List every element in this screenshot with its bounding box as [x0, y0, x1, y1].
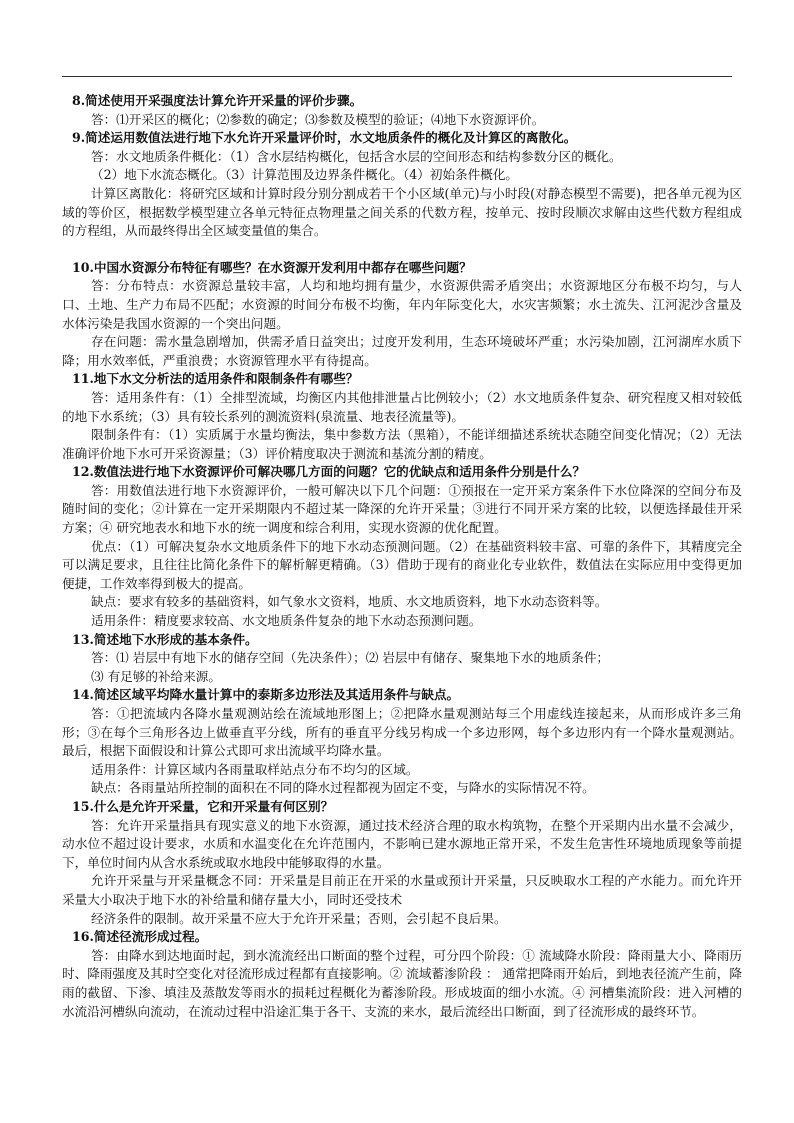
question-9-answer-discretization: 计算区离散化：将研究区域和计算时段分别分割成若干个小区域(单元)与小时段(对静态模型不需要)，把各单元视为区域的等价区，根据数学模型建立各单元特征点物理量之间关系的代数方程，按单元、按时段顺次求解由这些代数方程组成的方程组，从而最终得出全区域变量值的集合。	[62, 185, 742, 239]
question-13-answer-line2: ⑶ 有足够的补给来源。	[90, 668, 221, 684]
question-14-title: 14.简述区域平均降水量计算中的泰斯多边形法及其适用条件与缺点。	[72, 687, 460, 703]
question-12-answer-conditions: 适用条件：精度要求较高、水文地质条件复杂的地下水动态预测问题。	[90, 613, 482, 629]
question-11-title: 11.地下水文分析法的适用条件和限制条件有哪些？	[72, 371, 359, 387]
question-12-answer-advantages: 优点：（1）可解决复杂水文地质条件下的地下水动态预测问题。（2）在基础资料较丰富、可靠的条件下，其精度完全可以满足要求，且往往比简化条件下的解析解更精确。（3）借助于现有的商业化专业软件，数值法在实际应用中变得更加便捷，工作效率得到极大的提高。	[62, 538, 742, 591]
question-9-answer-line2: （2）地下水流态概化。（3）计算范围及边界条件概化。（4）初始条件概化。	[90, 167, 519, 183]
question-15-answer-difference: 允许开采量与开采量概念不同：开采量是目前正在开采的水量或预计开采量，只反映取水工程的产水能力。而允许开采量大小取决于地下水的补给量和储存量大小，同时还受技术	[62, 873, 742, 907]
blank-line	[62, 241, 742, 259]
question-16-answer: 答：由降水到达地面时起，到水流流经出口断面的整个过程，可分四个阶段：① 流域降水阶段：降雨量大小、降雨历时、降雨强度及其时空变化对径流形成过程都有直接影响。② 流域蓄渗阶段 ： 通常把降雨开始后，到地表径流产生前，降雨的截留、下渗、填洼及蒸散发等雨水的损耗过程概化为蓄渗阶段。形成坡面的细小水流。④ 河槽集流阶段：进入河槽的水流沿河槽纵向流动，在流动过程中沿途汇集于各干、支流的来水，最后流经出口断面，到了径流形成的最终环节。	[62, 947, 742, 1019]
question-13-answer-line1: 答：⑴ 岩层中有地下水的储存空间（先决条件）；⑵ 岩层中有储存、聚集地下水的地质条件；	[90, 650, 610, 666]
question-12-title: 12.数值法进行地下水资源评价可解决哪几方面的问题？它的优缺点和适用条件分别是什么？	[72, 464, 586, 480]
question-10-answer-problems: 存在问题：需水量急剧增加，供需矛盾日益突出；过度开发利用，生态环境破坏严重；水污染加剧，江河湖库水质下降；用水效率低，严重浪费；水资源管理水平有待提高。	[62, 334, 742, 368]
question-15-title: 15.什么是允许开采量，它和开采量有何区别？	[72, 798, 334, 814]
question-13-title: 13.简述地下水形成的基本条件。	[72, 631, 258, 647]
question-15-answer-definition: 答：允许开采量指具有现实意义的地下水资源，通过技术经济合理的取水构筑物，在整个开采期内出水量不会减少，动水位不超过设计要求，水质和水温变化在允许范围内，不影响已建水源地正常开采，不发生危害性环境地质现象等前提下，单位时间内从含水系统或取水地段中能够取得的水量。	[62, 817, 742, 870]
question-10-answer-features: 答：分布特点：水资源总量较丰富，人均和地均拥有量少，水资源供需矛盾突出；水资源地区分布极不均匀，与人口、土地、生产力布局不匹配；水资源的时间分布极不均衡，年内年际变化大，水灾害频繁；水土流失、江河泥沙含量及水体污染是我国水资源的一个突出问题。	[62, 278, 742, 331]
header-rule	[62, 76, 732, 77]
question-14-answer-steps: 答：①把流域内各降水量观测站绘在流域地形图上；②把降水量观测站每三个用虚线连接起来，从而形成许多三角形；③在每个三角形各边上做垂直平分线，所有的垂直平分线另构成一个多边形网，每个多边形内有一个降水量观测站。最后，根据下面假设和计算公式即可求出流域平均降水量。	[62, 706, 742, 759]
question-12-answer-disadvantages: 缺点：要求有较多的基础资料，如气象水文资料，地质、水文地质资料，地下水动态资料等。	[90, 594, 608, 610]
question-15-answer-difference-cont: 经济条件的限制。故开采量不应大于允许开采量；否则，会引起不良后果。	[90, 910, 507, 926]
question-8-answer: 答：⑴开采区的概化；⑵参数的确定；⑶参数及模型的验证；⑷地下水资源评价。	[90, 111, 545, 127]
question-8-title: 8.简述使用开采强度法计算允许开采量的评价步骤。	[72, 93, 363, 108]
question-9-title: 9.简述运用数值法进行地下水允许开采量评价时，水文地质条件的概化及计算区的离散化。	[72, 130, 577, 146]
question-11-answer-limits: 限制条件有：（1）实质属于水量均衡法，集中参数方法（黑箱），不能详细描述系统状态随空间变化情况；（2）无法准确评价地下水可开采资源量；（3）评价精度取决于测流和基流分割的精度。	[62, 427, 742, 461]
question-14-answer-disadvantages: 缺点：各雨量站所控制的面积在不同的降水过程都视为固定不变，与降水的实际情况不符。	[90, 780, 595, 796]
question-11-answer-applicable: 答：适用条件有：（1）全排型流域，均衡区内其他排泄量占比例较小；（2）水文地质条件复杂、研究程度又相对较低的地下水系统；（3）具有较长系列的测流资料(泉流量、地表径流量等)。	[62, 389, 742, 424]
question-10-title: 10.中国水资源分布特征有哪些？在水资源开发利用中都存在哪些问题？	[72, 259, 472, 275]
question-16-title: 16.简述径流形成过程。	[72, 929, 208, 945]
question-14-answer-conditions: 适用条件：计算区域内各雨量取样站点分布不均匀的区域。	[90, 761, 419, 777]
question-12-answer-problems: 答：用数值法进行地下水资源评价，一般可解决以下几个问题：①预报在一定开采方案条件下水位降深的空间分布及随时间的变化；②计算在一定开采期限内不超过某一降深的允许开采量；③进行不同开采方案的比较，以便选择最佳开采方案；④ 研究地表水和地下水的统一调度和综合利用，实现水资源的优化配置。	[62, 482, 742, 536]
document-body	[62, 92, 742, 1021]
question-9-answer-line1: 答：水文地质条件概化：（1）含水层结构概化，包括含水层的空间形态和结构参数分区的概化。	[90, 148, 622, 164]
